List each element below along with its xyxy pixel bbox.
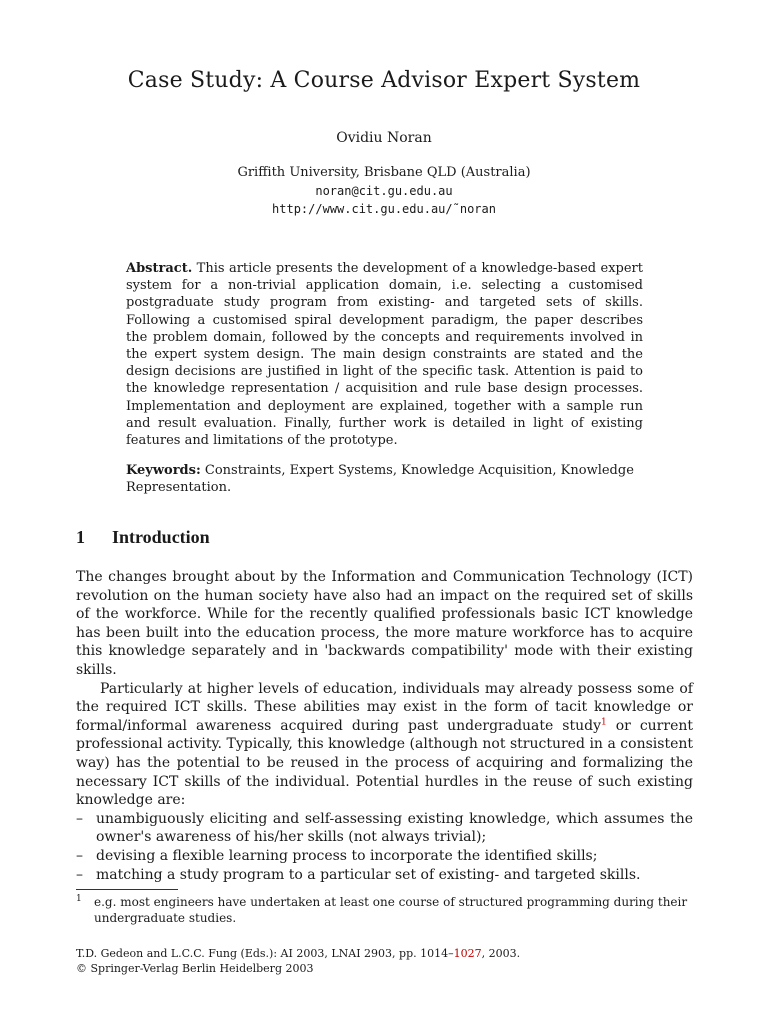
dash-marker: – bbox=[76, 847, 83, 864]
footnote-text: e.g. most engineers have undertaken at least one course of structured programming during their undergraduate studies. bbox=[94, 895, 688, 925]
dash-marker: – bbox=[76, 810, 83, 827]
list-item-text: matching a study program to a particular set of existing- and targeted skills. bbox=[96, 866, 641, 883]
credit-citation: T.D. Gedeon and L.C.C. Fung (Eds.): AI 2003, LNAI 2903, pp. 1014– bbox=[76, 947, 454, 960]
credit-year: , 2003. bbox=[481, 947, 521, 960]
paragraph-1: The changes brought about by the Information and Communication Technology (ICT) revolution on the human society have also had an impact on the required set of skills of the workforce. While for the recently qualified professionals basic ICT knowledge has been built into the education process, the more mature workforce has to acquire this knowledge separately and in 'backwards compatibility' mode with their existing skills. bbox=[76, 569, 693, 678]
list-item bbox=[76, 810, 693, 847]
keywords-text: Constraints, Expert Systems, Knowledge Acquisition, Knowledge Representation. bbox=[126, 463, 634, 496]
hurdles-list bbox=[76, 810, 693, 884]
author-email[interactable]: noran@cit.gu.edu.au bbox=[315, 184, 453, 198]
paper-title: Case Study: A Course Advisor Expert System bbox=[127, 68, 641, 93]
body-text bbox=[76, 568, 693, 884]
dash-marker: – bbox=[76, 866, 83, 883]
list-item-text: devising a flexible learning process to incorporate the identified skills; bbox=[96, 847, 598, 864]
credit-line-1 bbox=[76, 946, 693, 961]
abstract-text: This article presents the development of a knowledge-based expert system for a non-trivial application domain, i.e. selecting a customised postgraduate study program from existing- and targeted sets of skills. Following a customised spiral development paradigm, the paper describes the problem domain, followed by the concepts and requirements involved in the expert system design. The main design constraints are stated and the design decisions are justified in light of the specific task. Attention is paid to the knowledge representation / acquisition and rule base design processes. Implementation and deployment are explained, together with a sample run and result evaluation. Finally, further work is detailed in light of existing features and limitations of the prototype. bbox=[126, 261, 643, 449]
footnote-divider bbox=[76, 889, 178, 890]
list-item-text: unambiguously eliciting and self-assessing existing knowledge, which assumes the owner's awareness of his/her skills (not always trivial); bbox=[96, 810, 693, 846]
author-name: Ovidiu Noran bbox=[336, 130, 432, 146]
paragraph-2-part-b: or current professional activity. Typically, this knowledge (although not structured in a consistent way) has the potential to be reused in the process of acquiring and formalizing the necessary ICT skills of the individual. Potential hurdles in the reuse of such existing knowledge are: bbox=[76, 717, 693, 809]
footnote-mark: 1 bbox=[76, 894, 82, 904]
list-item bbox=[76, 847, 693, 866]
keywords-label: Keywords: bbox=[126, 463, 201, 478]
paragraph-2-part-a: Particularly at higher levels of education, individuals may already possess some of the required ICT skills. These abilities may exist in the form of tacit knowledge or formal/informal awareness acquired during past undergraduate study bbox=[76, 680, 693, 734]
affiliation-block bbox=[0, 164, 768, 218]
paragraph-2 bbox=[76, 680, 693, 810]
section-title: Introduction bbox=[112, 527, 210, 547]
footnote-ref-1[interactable]: 1 bbox=[601, 717, 607, 728]
publication-credit bbox=[76, 946, 693, 976]
list-item bbox=[76, 866, 693, 885]
page-end-link[interactable]: 1027 bbox=[453, 947, 482, 960]
abstract bbox=[126, 260, 643, 449]
section-heading-introduction bbox=[76, 527, 210, 548]
keywords bbox=[126, 462, 643, 496]
copyright-line: © Springer-Verlag Berlin Heidelberg 2003 bbox=[76, 962, 314, 975]
footnote-1 bbox=[76, 894, 693, 926]
abstract-label: Abstract. bbox=[126, 261, 193, 276]
author-url[interactable]: http://www.cit.gu.edu.au/˜noran bbox=[272, 202, 496, 216]
affiliation: Griffith University, Brisbane QLD (Australia) bbox=[237, 165, 531, 180]
section-number: 1 bbox=[76, 527, 85, 547]
